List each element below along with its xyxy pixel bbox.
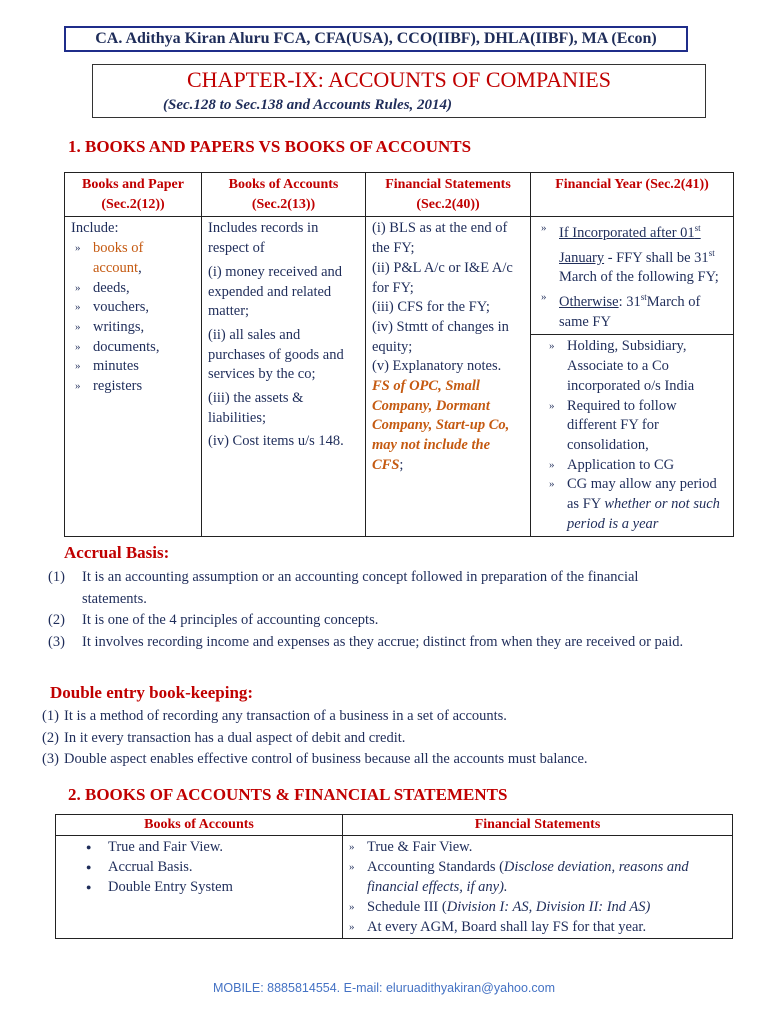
financial-year-cell <box>531 217 734 335</box>
text: whether or not such period is a year <box>567 496 720 532</box>
col-header: Financial Year (Sec.2(41)) <box>531 173 734 217</box>
financial-statements-cell <box>366 217 531 537</box>
books-of-accounts-cell <box>202 217 366 537</box>
text: Accounting Standards ( <box>367 858 504 875</box>
author-banner: CA. Adithya Kiran Aluru FCA, CFA(USA), CCO(IIBF), DHLA(IIBF), MA (Econ) <box>64 26 688 52</box>
chapter-box <box>92 64 706 118</box>
text: January <box>559 249 605 266</box>
chapter-subtitle: (Sec.128 to Sec.138 and Accounts Rules, 2014) <box>163 97 453 113</box>
list-item <box>48 567 698 610</box>
list-item: ● Double Entry System <box>78 877 334 897</box>
books-and-paper-cell <box>65 217 202 537</box>
list-item: » Holding, Subsidiary, Associate to a Co incorporated o/s India <box>545 337 727 396</box>
list-item: ● Accrual Basis. <box>78 857 334 877</box>
col-header: Books and Paper (Sec.2(12)) <box>65 173 202 217</box>
text: - FFY shall be 31 <box>604 249 709 266</box>
list-item <box>42 749 742 771</box>
books-comparison-table <box>64 172 734 537</box>
text: CG may allow any period as FY <box>567 476 717 513</box>
list-item: » True & Fair View. <box>345 837 724 857</box>
list-item: (iii) CFS for the FY; <box>372 299 490 316</box>
list-item <box>545 475 727 534</box>
list-item: » registers <box>71 377 195 397</box>
list-item: (ii) P&L A/c or I&E A/c for FY; <box>372 259 513 296</box>
num: (3) <box>48 633 65 650</box>
num: (3) <box>42 751 59 767</box>
list-item: » Application to CG <box>545 456 727 476</box>
text: It is an accounting assumption or an accounting concept followed in preparation of the financial statements. <box>82 569 639 607</box>
para: (iii) the assets & liabilities; <box>208 390 304 426</box>
list-item: » writings, <box>71 318 195 338</box>
list-item <box>537 288 727 332</box>
text: Disclose deviation, reasons and financial effects, if any). <box>367 858 689 895</box>
list-item <box>42 728 742 750</box>
text: Schedule III ( <box>367 898 447 915</box>
text: It is a method of recording any transaction of a business in a set of accounts. <box>64 708 507 724</box>
section2-heading: 2. BOOKS OF ACCOUNTS & FINANCIAL STATEMENTS <box>68 785 508 804</box>
accrual-list <box>48 567 698 653</box>
list-item <box>537 219 727 288</box>
list-item: » documents, <box>71 338 195 358</box>
books-vs-fs-table <box>55 814 733 939</box>
col-header: Books of Accounts <box>56 815 343 836</box>
chapter-title: CHAPTER-IX: ACCOUNTS OF COMPANIES <box>187 67 611 92</box>
list-item: (v) Explanatory notes. <box>372 358 502 375</box>
list-item <box>345 857 724 897</box>
text: : 31 <box>618 294 641 310</box>
text: Double aspect enables effective control of business because all the accounts must balance. <box>64 751 588 767</box>
accrual-heading: Accrual Basis: <box>64 543 170 562</box>
list-item: » Required to follow different FY for consolidation, <box>545 397 727 456</box>
suffix: ; <box>399 456 404 473</box>
list-item: ● True and Fair View. <box>78 837 334 857</box>
text: If Incorporated after 01 <box>559 225 695 242</box>
sup: st <box>694 223 701 234</box>
financial-statements-cell <box>343 835 733 938</box>
col-header: Financial Statements (Sec.2(40)) <box>366 173 531 217</box>
num: (1) <box>48 569 65 585</box>
para: (iv) Cost items u/s 148. <box>208 433 344 450</box>
text: It involves recording income and expenses as they accrue; distinct from when they are received or paid. <box>82 633 684 650</box>
suffix: , <box>138 259 142 276</box>
list-item: » At every AGM, Board shall lay FS for that year. <box>345 917 724 937</box>
para: (ii) all sales and purchases of goods and services by the co; <box>208 326 344 383</box>
books-of-accounts-cell <box>56 835 343 938</box>
text: It is one of the 4 principles of accounting concepts. <box>82 612 379 628</box>
list-item: (iv) Stmtt of changes in equity; <box>372 318 509 355</box>
col-header: Books of Accounts (Sec.2(13)) <box>202 173 366 217</box>
text: Division I: AS, Division II: Ind AS) <box>446 898 651 915</box>
num: (2) <box>48 612 65 628</box>
text: In it every transaction has a dual aspect of debit and credit. <box>64 729 406 746</box>
text: Otherwise <box>559 294 619 310</box>
list-item <box>48 610 698 632</box>
num: (2) <box>42 729 59 746</box>
para: (i) money received and expended and related matter; <box>208 263 343 320</box>
text: March of the following FY; <box>559 269 719 286</box>
list-item <box>42 706 742 728</box>
sup: st <box>640 292 647 303</box>
list-item: » deeds, <box>71 279 195 299</box>
cfs-note: FS of OPC, Small Company, Dormant Company, Start-up Co, may not include the CFS <box>372 378 510 473</box>
para: Includes records in respect of <box>208 220 319 257</box>
list-item <box>71 239 195 278</box>
section1-heading: 1. BOOKS AND PAPERS VS BOOKS OF ACCOUNTS <box>68 137 472 156</box>
list-item: » vouchers, <box>71 298 195 318</box>
double-entry-heading: Double entry book-keeping: <box>50 683 254 702</box>
highlight-text: books of account <box>93 240 144 276</box>
list-item: (i) BLS as at the end of the FY; <box>372 220 508 257</box>
num: (1) <box>42 708 59 724</box>
double-entry-list <box>42 706 742 771</box>
list-item <box>48 632 698 654</box>
sup: st <box>708 247 715 258</box>
include-label: Include: <box>71 220 119 237</box>
list-item: » minutes <box>71 357 195 377</box>
footer-contact: MOBILE: 8885814554. E-mail: eluruadithyakiran@yahoo.com <box>212 981 556 995</box>
text: March of same FY <box>559 294 701 330</box>
col-header: Financial Statements <box>343 815 733 836</box>
financial-year-rules-cell <box>531 335 734 537</box>
list-item <box>345 897 724 917</box>
